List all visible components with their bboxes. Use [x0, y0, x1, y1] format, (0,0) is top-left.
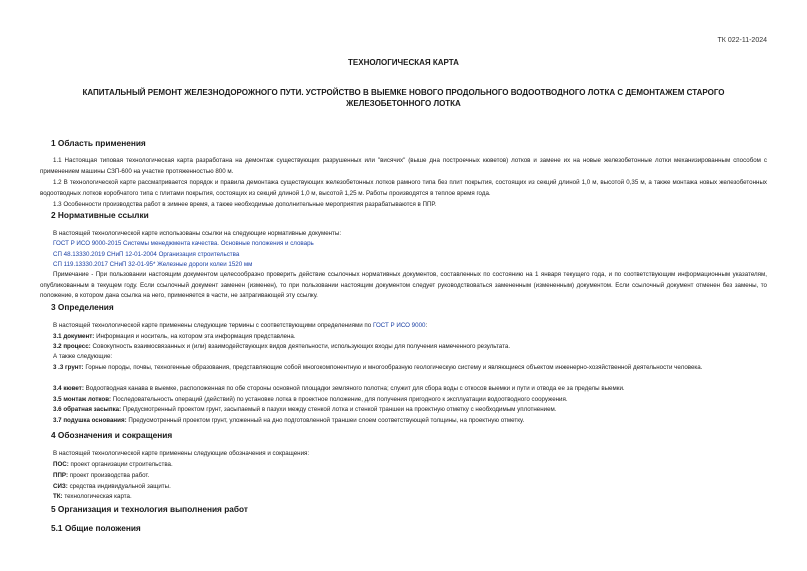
definition-3-5: 3.5 монтаж лотков: Последовательность операций (действий) по установке лотка в проектное положение, для получения пригодного к эксплуатации водоотводного сооружения. [53, 396, 568, 403]
definitions-also: А также следующие: [53, 353, 113, 360]
definitions-intro: В настоящей технологической карте применены следующие термины с соответствующими определениями по ГОСТ Р ИСО 9000: [53, 322, 428, 329]
definition-3-6: 3.6 обратная засыпка: Предусмотренный проектом грунт, засыпаемый в пазухи между стенкой лотка и стенкой траншеи на проектную отметку с необходимым уплотнением. [53, 406, 557, 413]
section-1-heading: 1 Область применения [51, 138, 146, 148]
references-note: Примечание - При пользовании настоящим документом целесообразно проверить действие ссылочных нормативных документов, составленных по состоянию на 1 января текущего года, и по соответствующим информационным указателям, опубликованным в текущем году. Если ссылочный документ заменен (изменен), то при пользовании настоящим документом следует руководствоваться замененным (измененным) документом. Если ссылочный документ отменен без замены, то положение, в котором дана ссылка на него, применяется в части, не затрагивающей эту ссылку. [40, 271, 767, 300]
abbreviation-pos: ПОС: проект организации строительства. [53, 461, 173, 468]
paragraph-1-3: 1.3 Особенности производства работ в зимнее время, а также необходимые дополнительные мероприятия разрабатываются в ППР. [53, 201, 437, 208]
abbreviation-siz: СИЗ: средства индивидуальной защиты. [53, 483, 171, 490]
abbreviations-intro: В настоящей технологической карте применены следующие обозначения и сокращения: [53, 450, 310, 457]
document-code: ТК 022-11-2024 [717, 37, 767, 44]
reference-link-1[interactable]: ГОСТ Р ИСО 9000-2015 Системы менеджмента качества. Основные положения и словарь [53, 240, 314, 247]
references-intro: В настоящей технологической карте использованы ссылки на следующие нормативные документы: [53, 230, 342, 237]
document-subtitle: КАПИТАЛЬНЫЙ РЕМОНТ ЖЕЛЕЗНОДОРОЖНОГО ПУТИ. УСТРОЙСТВО В ВЫЕМКЕ НОВОГО ПРОДОЛЬНОГО ВОДООТВОДНОГО ЛОТКА С ДЕМОНТАЖЕМ СТАРОГО ЖЕЛЕЗОБЕТОННОГО ЛОТКА [82, 88, 725, 108]
section-5-1-heading: 5.1 Общие положения [51, 523, 141, 533]
paragraph-1-1: 1.1 Настоящая типовая технологическая карта разработана на демонтаж существующих разрушенных или "висячих" (выше дна построечных кюветов) лотков и замене их на новые железобетонные лотки механизированным способом с применением машины СЗП-600 на участке протяженностью 800 м. [40, 157, 767, 175]
abbreviation-ppr: ППР: проект производства работ. [53, 472, 150, 479]
abbreviation-tk: ТК: технологическая карта. [53, 493, 132, 500]
section-2-heading: 2 Нормативные ссылки [51, 210, 149, 220]
definition-3-3: 3 .3 грунт: Горные породы, почвы, техногенные образования, представляющие собой многокомпонентную и многообразную геологическую систему и являющиеся объектом инженерно-хозяйственной деятельности человека. [53, 364, 703, 371]
definition-3-1: 3.1 документ: Информация и носитель, на котором эта информация представлена. [53, 333, 296, 340]
document-title: ТЕХНОЛОГИЧЕСКАЯ КАРТА [348, 58, 459, 67]
definition-3-4: 3.4 кювет: Водоотводная канава в выемке, расположенная по обе стороны основной площадки земляного полотна; служит для сбора воды с откосов выемки и пути и отвода ее за пределы выемки. [53, 385, 625, 392]
reference-link-3[interactable]: СП 119.13330.2017 СНиП 32-01-95* Железные дороги колеи 1520 мм [53, 261, 253, 268]
paragraph-1-2: 1.2 В технологической карте рассматривается порядок и правила демонтажа существующих железобетонных лотков рамного типа без плит покрытия, состоящих из секций длиной 1,0 м, высотой 0,35 м, а также монтажа новых железобетонных водоотводных лотков коробчатого типа с плитами покрытия, состоящих из секций длиной 1,0 м, высотой 1,25 м. Работы производятся в теплое время года. [40, 179, 767, 197]
reference-link-2[interactable]: СП 48.13330.2019 СНиП 12-01-2004 Организация строительства [53, 251, 240, 258]
definition-3-2: 3.2 процесс: Совокупность взаимосвязанных и (или) взаимодействующих видов деятельности, использующих входы для получения намеченного результата. [53, 343, 511, 350]
gost-iso-9000-link[interactable]: ГОСТ Р ИСО 9000 [372, 322, 426, 329]
section-4-heading: 4 Обозначения и сокращения [51, 430, 173, 440]
definition-3-7: 3.7 подушка основания: Предусмотренный проектом грунт, уложенный на дно подготовленной траншеи слоем соответствующей толщины, на проектную отметку. [53, 417, 525, 424]
section-3-heading: 3 Определения [51, 302, 114, 312]
section-5-heading: 5 Организация и технология выполнения работ [51, 504, 248, 514]
